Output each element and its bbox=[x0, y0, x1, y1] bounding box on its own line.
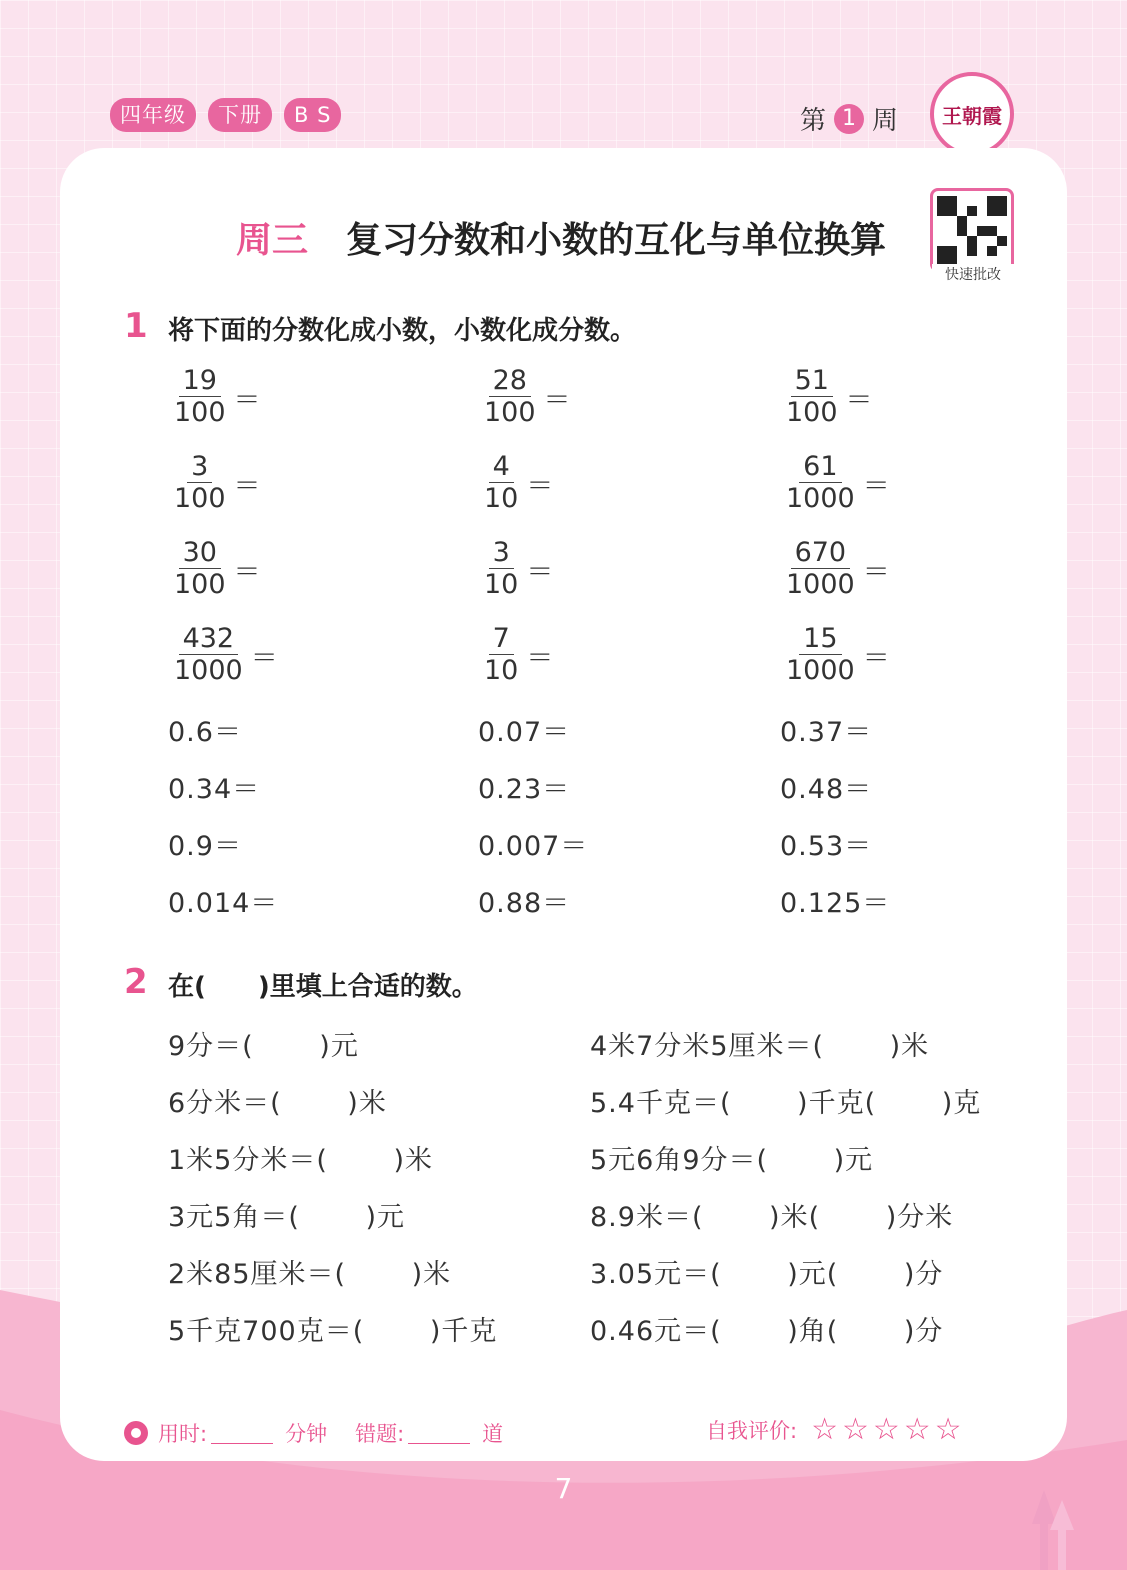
section-2-number: 2 bbox=[124, 962, 148, 1002]
numerator: 15 bbox=[799, 624, 841, 655]
section-1-instruction: 将下面的分数化成小数，小数化成分数。 bbox=[168, 316, 637, 346]
time-blank[interactable] bbox=[211, 1423, 273, 1444]
week-number-badge: 1 bbox=[834, 104, 864, 134]
errors-unit: 道 bbox=[482, 1422, 504, 1446]
equals-sign: ＝ bbox=[526, 557, 554, 588]
fraction-item bbox=[780, 624, 890, 687]
conversion-item: 5元6角9分＝( )元 bbox=[590, 1145, 874, 1176]
denominator: 100 bbox=[786, 397, 838, 428]
conversion-item: 4米7分米5厘米＝( )米 bbox=[590, 1031, 930, 1062]
numerator: 3 bbox=[489, 538, 514, 569]
fraction bbox=[168, 538, 232, 601]
denominator: 100 bbox=[174, 483, 226, 514]
denominator: 1000 bbox=[786, 569, 855, 600]
decimal-item: 0.48＝ bbox=[780, 774, 873, 805]
equals-sign: ＝ bbox=[250, 643, 278, 674]
fraction-item bbox=[168, 452, 261, 515]
conversion-item: 1米5分米＝( )米 bbox=[168, 1145, 434, 1176]
denominator: 1000 bbox=[174, 655, 243, 686]
week-suffix: 周 bbox=[872, 106, 899, 136]
title-text: 复习分数和小数的互化与单位换算 bbox=[346, 220, 887, 261]
conversion-item: 3元5角＝( )元 bbox=[168, 1202, 406, 1233]
denominator: 1000 bbox=[786, 483, 855, 514]
fraction bbox=[780, 366, 844, 429]
equals-sign: ＝ bbox=[526, 471, 554, 502]
edition-tag: B S bbox=[284, 98, 341, 132]
denominator: 10 bbox=[484, 655, 519, 686]
fraction bbox=[780, 452, 861, 515]
numerator: 19 bbox=[179, 366, 221, 397]
denominator: 10 bbox=[484, 569, 519, 600]
decimal-item: 0.34＝ bbox=[168, 774, 261, 805]
fraction-item bbox=[478, 624, 553, 687]
equals-sign: ＝ bbox=[862, 471, 890, 502]
equals-sign: ＝ bbox=[233, 471, 261, 502]
grade-tag: 四年级 bbox=[110, 98, 196, 132]
conversion-item: 0.46元＝( )角( )分 bbox=[590, 1316, 944, 1347]
denominator: 100 bbox=[174, 569, 226, 600]
numerator: 51 bbox=[791, 366, 833, 397]
decimal-item: 0.37＝ bbox=[780, 717, 873, 748]
fraction-item bbox=[478, 538, 553, 601]
fraction-item bbox=[478, 366, 571, 429]
conversion-item: 6分米＝( )米 bbox=[168, 1088, 387, 1119]
fraction-item bbox=[168, 624, 278, 687]
conversion-item: 9分＝( )元 bbox=[168, 1031, 359, 1062]
fraction bbox=[478, 538, 524, 601]
week-prefix: 第 bbox=[800, 106, 827, 136]
numerator: 3 bbox=[187, 452, 212, 483]
numerator: 7 bbox=[489, 624, 514, 655]
conversion-item: 5千克700克＝( )千克 bbox=[168, 1316, 498, 1347]
numerator: 670 bbox=[791, 538, 851, 569]
brand-logo bbox=[930, 72, 1014, 156]
time-label: 用时: bbox=[158, 1422, 208, 1446]
conversion-item: 5.4千克＝( )千克( )克 bbox=[590, 1088, 982, 1119]
section-1-number: 1 bbox=[124, 306, 148, 346]
section-2-instruction: 在( )里填上合适的数。 bbox=[168, 972, 478, 1002]
denominator: 1000 bbox=[786, 655, 855, 686]
fraction bbox=[478, 452, 524, 515]
numerator: 432 bbox=[179, 624, 239, 655]
denominator: 100 bbox=[484, 397, 536, 428]
fraction-item bbox=[168, 538, 261, 601]
equals-sign: ＝ bbox=[526, 643, 554, 674]
volume-tag: 下册 bbox=[208, 98, 272, 132]
equals-sign: ＝ bbox=[233, 557, 261, 588]
page-title bbox=[236, 212, 886, 263]
fraction bbox=[478, 624, 524, 687]
time-unit: 分钟 bbox=[285, 1422, 328, 1446]
fraction bbox=[168, 366, 232, 429]
numerator: 4 bbox=[489, 452, 514, 483]
decimal-item: 0.23＝ bbox=[478, 774, 571, 805]
decimal-item: 0.9＝ bbox=[168, 831, 242, 862]
decimal-item: 0.07＝ bbox=[478, 717, 571, 748]
numerator: 28 bbox=[489, 366, 531, 397]
fraction bbox=[780, 624, 861, 687]
errors-blank[interactable] bbox=[408, 1423, 470, 1444]
decimal-item: 0.6＝ bbox=[168, 717, 242, 748]
fraction-item bbox=[780, 366, 873, 429]
week-indicator bbox=[800, 100, 898, 137]
stopwatch-icon bbox=[124, 1421, 148, 1445]
conversion-item: 8.9米＝( )米( )分米 bbox=[590, 1202, 954, 1233]
fraction-item bbox=[780, 538, 890, 601]
brand-logo-text: 王朝霞 bbox=[942, 103, 1002, 128]
decimal-item: 0.88＝ bbox=[478, 888, 571, 919]
denominator: 10 bbox=[484, 483, 519, 514]
fraction bbox=[478, 366, 542, 429]
time-record bbox=[124, 1418, 503, 1448]
rating-label: 自我评价: bbox=[706, 1418, 798, 1443]
rating-stars[interactable]: ☆☆☆☆☆ bbox=[811, 1412, 966, 1447]
equals-sign: ＝ bbox=[543, 385, 571, 416]
fraction bbox=[780, 538, 861, 601]
decimal-item: 0.53＝ bbox=[780, 831, 873, 862]
conversion-item: 3.05元＝( )元( )分 bbox=[590, 1259, 944, 1290]
equals-sign: ＝ bbox=[233, 385, 261, 416]
equals-sign: ＝ bbox=[862, 643, 890, 674]
fraction-item bbox=[168, 366, 261, 429]
arrow-decoration-icon bbox=[1030, 1490, 1080, 1570]
decimal-item: 0.007＝ bbox=[478, 831, 589, 862]
denominator: 100 bbox=[174, 397, 226, 428]
self-rating bbox=[706, 1412, 966, 1447]
grade-tags bbox=[110, 98, 341, 132]
numerator: 61 bbox=[799, 452, 841, 483]
page-number: 7 bbox=[554, 1472, 573, 1505]
equals-sign: ＝ bbox=[845, 385, 873, 416]
title-day: 周三 bbox=[236, 220, 309, 261]
decimal-item: 0.014＝ bbox=[168, 888, 279, 919]
equals-sign: ＝ bbox=[862, 557, 890, 588]
fraction-item bbox=[478, 452, 553, 515]
decimal-item: 0.125＝ bbox=[780, 888, 891, 919]
fraction bbox=[168, 624, 249, 687]
fraction-item bbox=[780, 452, 890, 515]
errors-label: 错题: bbox=[355, 1422, 405, 1446]
qr-code-icon[interactable] bbox=[930, 188, 1014, 272]
conversion-item: 2米85厘米＝( )米 bbox=[168, 1259, 452, 1290]
qr-label: 快速批改 bbox=[932, 264, 1014, 284]
fraction bbox=[168, 452, 232, 515]
numerator: 30 bbox=[179, 538, 221, 569]
